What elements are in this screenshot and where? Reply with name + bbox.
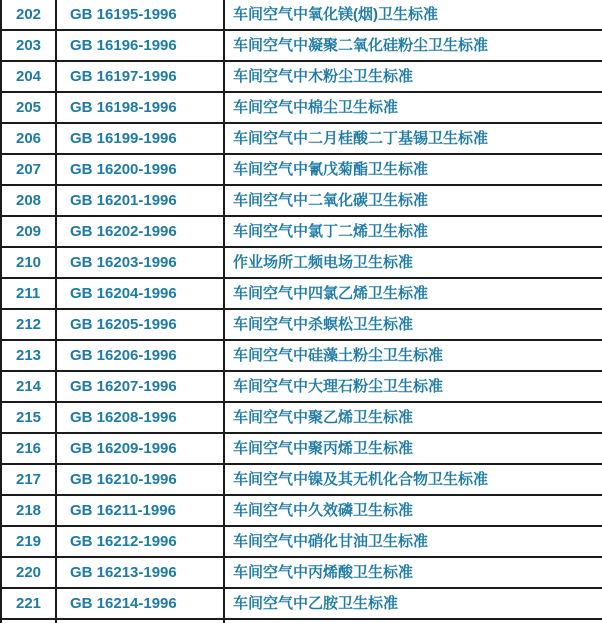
- standard-code: GB 16198-1996: [70, 99, 177, 116]
- row-index-cell: [0, 93, 57, 122]
- row-index: 208: [16, 192, 42, 209]
- row-index: 205: [16, 99, 42, 116]
- table-row: [0, 434, 602, 465]
- standard-title-cell: [225, 496, 602, 525]
- standard-code: GB 16200-1996: [70, 161, 177, 178]
- standard-code: GB 16208-1996: [70, 409, 177, 426]
- standard-code-cell: [57, 341, 225, 370]
- standard-code: GB 16203-1996: [70, 254, 177, 271]
- standard-code: GB 16209-1996: [70, 440, 177, 457]
- row-index-cell: [0, 186, 57, 215]
- table-row: [0, 155, 602, 186]
- standard-title: 车间空气中聚丙烯卫生标准: [233, 440, 414, 457]
- standard-code-cell: [57, 310, 225, 339]
- row-index: 211: [16, 285, 41, 302]
- standard-title-cell: [225, 31, 602, 60]
- standard-title-cell: [225, 186, 602, 215]
- table-row: [0, 403, 602, 434]
- standard-code: GB 16199-1996: [70, 130, 177, 147]
- standard-title-cell: [225, 465, 602, 494]
- standard-title-cell: [225, 248, 602, 277]
- standard-code: GB 16206-1996: [70, 347, 177, 364]
- row-index: 220: [16, 564, 42, 581]
- standard-title-cell: [225, 279, 602, 308]
- standard-title-cell: [225, 558, 602, 587]
- row-index: 218: [16, 502, 42, 519]
- standard-code-cell: [57, 93, 225, 122]
- standard-title-cell: [225, 527, 602, 556]
- standard-title: 车间空气中氯丁二烯卫生标准: [233, 223, 429, 240]
- standard-title: 车间空气中乙胺卫生标准: [233, 595, 399, 612]
- standard-code-cell: [57, 465, 225, 494]
- row-index: 210: [16, 254, 42, 271]
- standard-code-cell: [57, 496, 225, 525]
- standard-title: 车间空气中硅藻土粉尘卫生标准: [233, 347, 444, 364]
- row-index-cell: [0, 434, 57, 463]
- row-index: 207: [16, 161, 42, 178]
- standard-title-cell: [225, 434, 602, 463]
- table-row: [0, 465, 602, 496]
- standard-code: GB 16207-1996: [70, 378, 177, 395]
- standard-code: GB 16202-1996: [70, 223, 177, 240]
- standard-code-cell: [57, 434, 225, 463]
- table-row: [0, 310, 602, 341]
- standard-code-cell: [57, 527, 225, 556]
- row-index: 202: [16, 6, 42, 23]
- standard-code: GB 16204-1996: [70, 285, 177, 302]
- standard-title: 车间空气中杀螟松卫生标准: [233, 316, 414, 333]
- standard-title-cell: [225, 62, 602, 91]
- standard-title: 车间空气中大理石粉尘卫生标准: [233, 378, 444, 395]
- row-index-cell: [0, 31, 57, 60]
- row-index: 216: [16, 440, 42, 457]
- row-index: 217: [16, 471, 42, 488]
- standard-code-cell: [57, 372, 225, 401]
- standard-title: 车间空气中氰戊菊酯卫生标准: [233, 161, 429, 178]
- row-index-cell: [0, 403, 57, 432]
- standard-code: GB 16210-1996: [70, 471, 177, 488]
- row-index-cell: [0, 341, 57, 370]
- row-index: 206: [16, 130, 42, 147]
- table-row: [0, 558, 602, 589]
- standard-title-cell: [225, 310, 602, 339]
- table-row: [0, 496, 602, 527]
- standard-title-cell: [225, 124, 602, 153]
- standard-title: 车间空气中凝聚二氧化硅粉尘卫生标准: [233, 37, 489, 54]
- standard-code-cell: [57, 124, 225, 153]
- standard-title: 车间空气中硝化甘油卫生标准: [233, 533, 429, 550]
- standard-code-cell: [57, 217, 225, 246]
- row-index-cell: [0, 279, 57, 308]
- row-index: 212: [16, 316, 42, 333]
- standard-code: GB 16196-1996: [70, 37, 177, 54]
- row-index-cell: [0, 589, 57, 618]
- row-index: 203: [16, 37, 42, 54]
- table-row: [0, 217, 602, 248]
- standard-code: GB 16201-1996: [70, 192, 177, 209]
- standard-code: GB 16211-1996: [70, 502, 176, 519]
- table-row: [0, 62, 602, 93]
- standard-title: 车间空气中丙烯酸卫生标准: [233, 564, 414, 581]
- standard-title: 车间空气中四氯乙烯卫生标准: [233, 285, 429, 302]
- standard-code-cell: [57, 589, 225, 618]
- row-index-cell: [0, 217, 57, 246]
- standard-code-cell: [57, 248, 225, 277]
- row-index-cell: [0, 558, 57, 587]
- standard-title-cell: [225, 403, 602, 432]
- standard-code-cell: [57, 403, 225, 432]
- standard-title-cell: [225, 341, 602, 370]
- standard-code-cell: [57, 62, 225, 91]
- table-row: [0, 248, 602, 279]
- standard-code: GB 16213-1996: [70, 564, 177, 581]
- standard-title: 车间空气中氧化镁(烟)卫生标准: [233, 6, 438, 23]
- standard-title-cell: [225, 589, 602, 618]
- standard-title: 车间空气中久效磷卫生标准: [233, 502, 414, 519]
- row-index: 213: [16, 347, 42, 364]
- table-row: [0, 31, 602, 62]
- table-row: [0, 527, 602, 558]
- standard-code: GB 16214-1996: [70, 595, 177, 612]
- standard-title: 作业场所工频电场卫生标准: [233, 254, 414, 271]
- table-row: [0, 93, 602, 124]
- row-index: 215: [16, 409, 42, 426]
- row-index: 204: [16, 68, 42, 85]
- row-index-cell: [0, 155, 57, 184]
- table-row: [0, 124, 602, 155]
- row-index-cell: [0, 248, 57, 277]
- standard-code: GB 16205-1996: [70, 316, 177, 333]
- table-row: [0, 186, 602, 217]
- standard-title: 车间空气中聚乙烯卫生标准: [233, 409, 414, 426]
- standard-code-cell: [57, 186, 225, 215]
- table-row: [0, 0, 602, 31]
- table-row: [0, 341, 602, 372]
- row-index: 209: [16, 223, 42, 240]
- row-index-cell: [0, 465, 57, 494]
- standard-title: 车间空气中棉尘卫生标准: [233, 99, 399, 116]
- standard-title: 车间空气中二氧化碳卫生标准: [233, 192, 429, 209]
- standard-title-cell: [225, 93, 602, 122]
- row-index-cell: [0, 527, 57, 556]
- standard-code: GB 16197-1996: [70, 68, 177, 85]
- row-index-cell: [0, 0, 57, 29]
- standard-code-cell: [57, 31, 225, 60]
- standard-title: 车间空气中二月桂酸二丁基锡卫生标准: [233, 130, 489, 147]
- standard-code: GB 16195-1996: [70, 6, 177, 23]
- standard-code-cell: [57, 279, 225, 308]
- standard-title: 车间空气中木粉尘卫生标准: [233, 68, 414, 85]
- standard-title-cell: [225, 0, 602, 29]
- row-index: 219: [16, 533, 42, 550]
- table-row: [0, 372, 602, 403]
- row-index-cell: [0, 124, 57, 153]
- standard-code-cell: [57, 558, 225, 587]
- standard-code-cell: [57, 155, 225, 184]
- row-index-cell: [0, 496, 57, 525]
- standard-code-cell: [57, 0, 225, 29]
- standard-title-cell: [225, 217, 602, 246]
- row-index-cell: [0, 372, 57, 401]
- row-index: 214: [16, 378, 42, 395]
- standard-title-cell: [225, 155, 602, 184]
- row-index: 221: [16, 595, 42, 612]
- standard-title-cell: [225, 372, 602, 401]
- row-index-cell: [0, 62, 57, 91]
- row-index-cell: [0, 310, 57, 339]
- standard-title: 车间空气中镍及其无机化合物卫生标准: [233, 471, 489, 488]
- standard-code: GB 16212-1996: [70, 533, 177, 550]
- table-row: [0, 589, 602, 620]
- table-row: [0, 279, 602, 310]
